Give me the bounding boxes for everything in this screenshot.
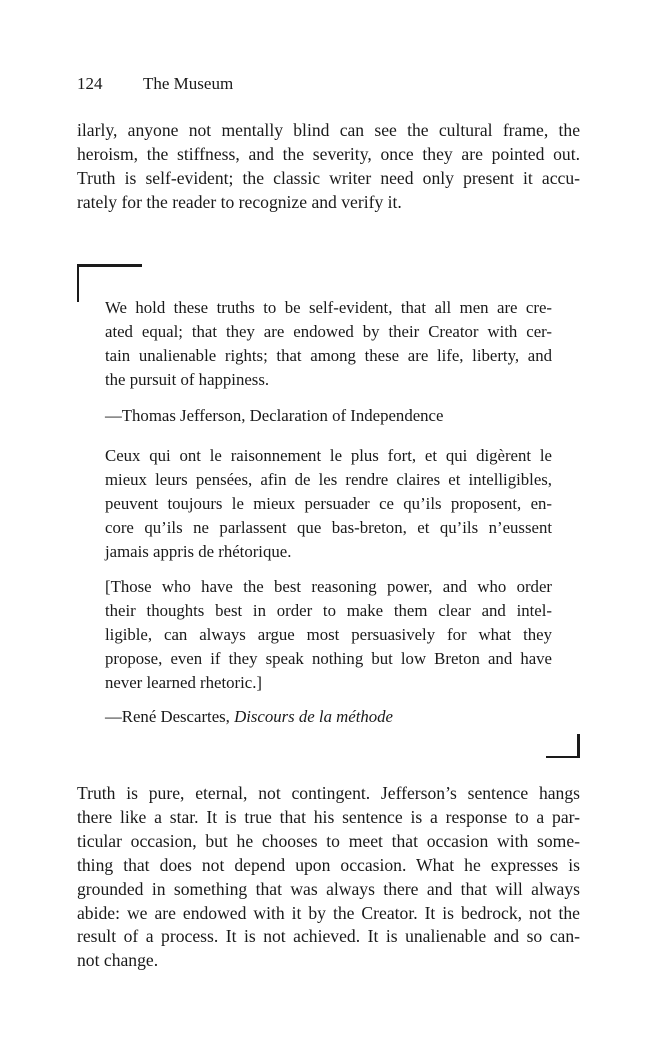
page-number: 124 (77, 74, 103, 93)
text-line: result of a process. It is not achieved. It is unalienable and so can- (77, 926, 580, 947)
text-line: abide: we are endowed with it by the Creator. It is bedrock, not the (77, 902, 580, 923)
text-line: Truth is self-evident; the classic writer need only present it accu- (77, 167, 580, 188)
descartes-french-quote (105, 444, 552, 564)
quote-line: ated equal; that they are endowed by their Creator with cer- (105, 322, 552, 341)
quote-line: never learned rhetoric.] (105, 673, 262, 692)
text-line: thing that does not depend upon occasion. What he expresses is (77, 854, 580, 875)
quote-box-bottom-right-corner (546, 734, 580, 758)
quote-line: We hold these truths to be self-evident, that all men are cre- (105, 298, 552, 317)
descartes-translation (105, 575, 552, 695)
descartes-attribution-work: Discours de la méthode (234, 707, 394, 726)
quote-line: their thoughts best in order to make them clear and intel- (105, 601, 552, 620)
closing-paragraph (77, 782, 580, 973)
jefferson-attribution: —Thomas Jefferson, Declaration of Independence (105, 406, 444, 425)
descartes-attribution (105, 705, 393, 729)
jefferson-quote (105, 296, 552, 392)
text-line: rately for the reader to recognize and verify it. (77, 191, 402, 212)
quote-line: peuvent toujours le mieux persuader ce qu’ils proposent, en- (105, 494, 552, 513)
quote-line: core qu’ils ne parlassent que bas-breton, et qu’ils n’eussent (105, 518, 552, 537)
quote-line: [Those who have the best reasoning power, and who order (105, 577, 552, 596)
quote-line: tain unalienable rights; that among these are life, liberty, and (105, 346, 552, 365)
text-line: Truth is pure, eternal, not contingent. Jefferson’s sentence hangs (77, 783, 580, 803)
intro-paragraph (77, 119, 580, 215)
quote-line: mieux leurs pensées, afin de les rendre claires et intelligibles, (105, 470, 552, 489)
quote-line: propose, even if they speak nothing but low Breton and have (105, 649, 552, 668)
text-line: ilarly, anyone not mentally blind can see the cultural frame, the (77, 120, 580, 140)
running-head-title: The Museum (143, 74, 234, 93)
running-head (77, 73, 233, 95)
text-line: ticular occasion, but he chooses to meet that occasion with some- (77, 830, 580, 851)
quote-line: Ceux qui ont le raisonnement le plus fort, et qui digèrent le (105, 446, 552, 465)
text-line: not change. (77, 950, 159, 971)
quote-line: the pursuit of happiness. (105, 370, 270, 389)
descartes-attribution-author: —René Descartes, (105, 707, 235, 726)
text-line: there like a star. It is true that his sentence is a response to a par- (77, 806, 580, 827)
text-line: heroism, the stiffness, and the severity, once they are pointed out. (77, 143, 580, 164)
quote-line: jamais appris de rhétorique. (105, 542, 292, 561)
quote-line: ligible, can always argue most persuasively for what they (105, 625, 552, 644)
text-line: grounded in something that was always there and that will always (77, 878, 580, 899)
